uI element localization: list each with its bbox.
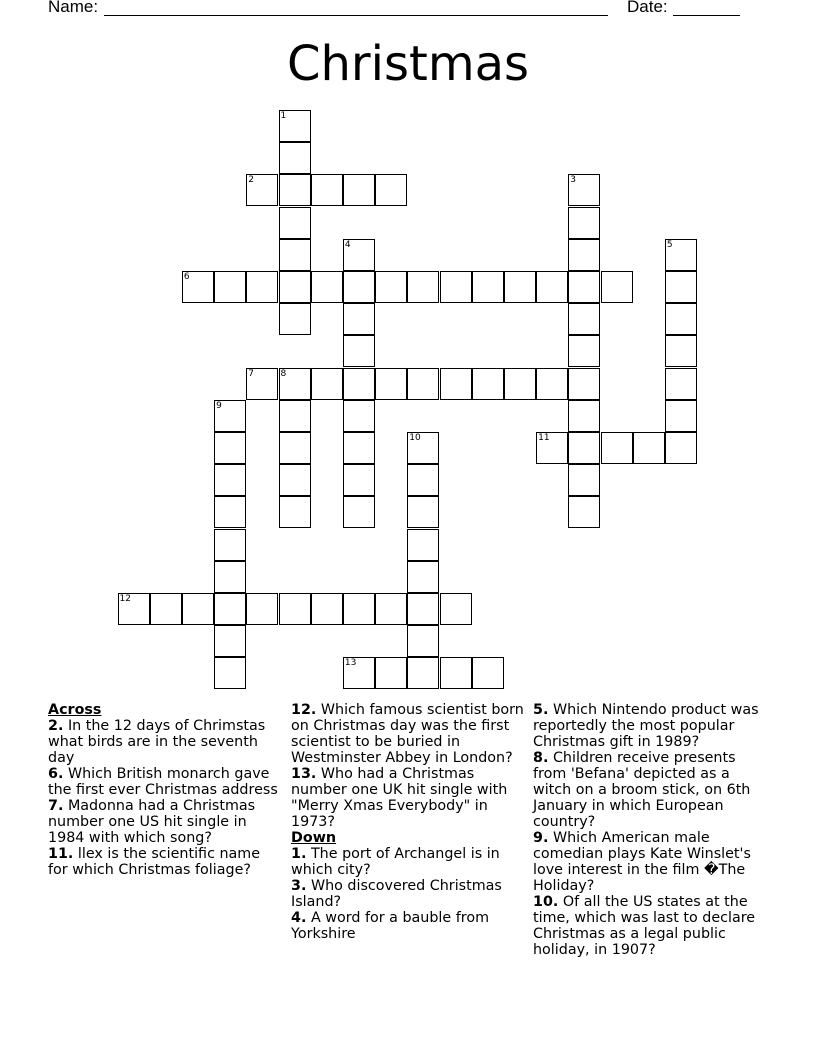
crossword-cell[interactable] [568, 335, 600, 367]
crossword-cell[interactable] [407, 625, 439, 657]
crossword-cell[interactable] [568, 239, 600, 271]
clue-down-1: 1. The port of Archangel is in which city? [291, 846, 500, 878]
clue-number-label: 2 [248, 175, 255, 186]
crossword-cell[interactable] [279, 400, 311, 432]
clue-down-4: 4. A word for a bauble from Yorkshire [291, 910, 490, 942]
crossword-cell[interactable] [665, 303, 697, 335]
crossword-cell[interactable] [311, 593, 343, 625]
crossword-cell[interactable] [279, 303, 311, 335]
crossword-cell-2[interactable] [246, 174, 278, 206]
crossword-cell[interactable] [568, 400, 600, 432]
crossword-cell-11[interactable] [536, 432, 568, 464]
crossword-cell[interactable] [504, 271, 536, 303]
crossword-cell[interactable] [472, 368, 504, 400]
clues-column-3 [533, 702, 768, 958]
crossword-cell[interactable] [279, 464, 311, 496]
crossword-cell[interactable] [440, 271, 472, 303]
crossword-cell-7[interactable] [246, 368, 278, 400]
crossword-cell[interactable] [568, 368, 600, 400]
crossword-cell-12[interactable] [118, 593, 150, 625]
crossword-cell[interactable] [665, 335, 697, 367]
crossword-cell[interactable] [375, 657, 407, 689]
clue-down-5: 5. Which Nintendo product was reportedly the most popular Christmas gift in 1989? [533, 702, 759, 750]
crossword-cell[interactable] [311, 174, 343, 206]
crossword-cell[interactable] [214, 496, 246, 528]
crossword-cell[interactable] [343, 174, 375, 206]
crossword-cell[interactable] [568, 496, 600, 528]
crossword-cell[interactable] [279, 593, 311, 625]
crossword-cell[interactable] [407, 529, 439, 561]
crossword-cell[interactable] [601, 432, 633, 464]
crossword-cell[interactable] [214, 432, 246, 464]
crossword-cell[interactable] [665, 368, 697, 400]
crossword-cell[interactable] [214, 529, 246, 561]
crossword-cell[interactable] [311, 271, 343, 303]
crossword-cell[interactable] [311, 368, 343, 400]
date-label: Date: [627, 0, 668, 16]
crossword-cell-1[interactable] [279, 110, 311, 142]
crossword-cell-6[interactable] [182, 271, 214, 303]
crossword-cell[interactable] [665, 271, 697, 303]
crossword-cell[interactable] [440, 657, 472, 689]
clue-number-label: 5 [666, 239, 673, 250]
crossword-cell[interactable] [633, 432, 665, 464]
clue-down-9: 9. Which American male comedian plays Kate Winslet's love interest in the film �The Holiday? [533, 830, 751, 894]
crossword-cell[interactable] [214, 561, 246, 593]
crossword-cell[interactable] [214, 593, 246, 625]
crossword-cell[interactable] [440, 368, 472, 400]
crossword-cell[interactable] [536, 368, 568, 400]
clue-number-label: 10 [409, 433, 421, 443]
crossword-cell[interactable] [279, 174, 311, 206]
clue-number-label: 1 [280, 111, 287, 121]
crossword-cell[interactable] [343, 368, 375, 400]
clue-number-label: 3 [570, 175, 577, 186]
clue-across-11: 11. llex is the scientific name for which Christmas foliage? [48, 846, 261, 878]
clue-number-label: 7 [248, 368, 255, 379]
clue-across-2: 2. In the 12 days of Chrimstas what birds are in the seventh day [48, 718, 266, 766]
crossword-cell[interactable] [375, 593, 407, 625]
crossword-cell[interactable] [407, 464, 439, 496]
crossword-cell[interactable] [214, 464, 246, 496]
crossword-cell[interactable] [279, 496, 311, 528]
clue-across-13: 13. Who had a Christmas number one UK hit single with "Merry Xmas Everybody" in 1973? [291, 766, 508, 830]
clue-list-across-1 [48, 718, 283, 878]
date-field-line[interactable] [673, 15, 740, 16]
crossword-cell[interactable] [279, 207, 311, 239]
crossword-cell[interactable] [472, 657, 504, 689]
crossword-cell[interactable] [343, 464, 375, 496]
crossword-cell[interactable] [279, 142, 311, 174]
crossword-cell-8[interactable] [279, 368, 311, 400]
down-heading: Down [291, 830, 337, 846]
crossword-cell[interactable] [472, 271, 504, 303]
crossword-cell[interactable] [568, 464, 600, 496]
crossword-cell[interactable] [407, 593, 439, 625]
clue-down-10: 10. Of all the US states at the time, which was last to declare Christmas as a legal public holiday, in 1907? [533, 894, 756, 958]
crossword-cell-9[interactable] [214, 400, 246, 432]
crossword-cell[interactable] [182, 593, 214, 625]
crossword-cell[interactable] [343, 271, 375, 303]
crossword-cell[interactable] [343, 400, 375, 432]
crossword-cell[interactable] [343, 303, 375, 335]
puzzle-title: Christmas [286, 36, 529, 92]
crossword-cell[interactable] [407, 368, 439, 400]
crossword-cell[interactable] [375, 368, 407, 400]
crossword-cell[interactable] [279, 271, 311, 303]
crossword-cell[interactable] [665, 432, 697, 464]
crossword-cell[interactable] [214, 625, 246, 657]
crossword-cell-13[interactable] [343, 657, 375, 689]
crossword-cell[interactable] [343, 432, 375, 464]
clue-number-label: 6 [183, 272, 190, 282]
crossword-cell[interactable] [407, 561, 439, 593]
clues-column-2 [291, 702, 526, 942]
crossword-cell[interactable] [279, 432, 311, 464]
crossword-cell[interactable] [407, 496, 439, 528]
name-label: Name: [48, 0, 99, 16]
crossword-cell[interactable] [568, 271, 600, 303]
crossword-cell[interactable] [214, 657, 246, 689]
crossword-cell[interactable] [504, 368, 536, 400]
clue-number-label: 4 [344, 239, 351, 250]
clue-down-3: 3. Who discovered Christmas Island? [291, 878, 502, 910]
clue-down-8: 8. Children receive presents from 'Befana' depicted as a witch on a broom stick, on 6th January in which European country? [533, 750, 751, 830]
crossword-cell[interactable] [568, 432, 600, 464]
crossword-cell[interactable] [246, 271, 278, 303]
crossword-cell[interactable] [568, 207, 600, 239]
crossword-cell[interactable] [375, 271, 407, 303]
clue-number-label: 13 [344, 658, 357, 669]
clue-number-label: 9 [216, 400, 222, 411]
clue-across-12: 12. Which famous scientist born on Christmas day was the first scientist to be buried in Westminster Abbey in London? [291, 702, 524, 766]
crossword-cell[interactable] [601, 271, 633, 303]
crossword-cell[interactable] [343, 593, 375, 625]
across-heading: Across [48, 702, 102, 718]
crossword-cell[interactable] [214, 271, 246, 303]
crossword-cell-3[interactable] [568, 174, 600, 206]
crossword-cell[interactable] [375, 174, 407, 206]
crossword-cell[interactable] [343, 335, 375, 367]
crossword-cell-10[interactable] [407, 432, 439, 464]
clue-number-label: 12 [119, 594, 131, 604]
crossword-cell-5[interactable] [665, 239, 697, 271]
crossword-cell[interactable] [246, 593, 278, 625]
crossword-cell-4[interactable] [343, 239, 375, 271]
clue-number-label: 11 [538, 433, 550, 443]
crossword-cell[interactable] [407, 271, 439, 303]
crossword-cell[interactable] [536, 271, 568, 303]
clue-across-7: 7. Madonna had a Christmas number one US hit single in 1984 with which song? [48, 798, 256, 846]
crossword-cell[interactable] [407, 657, 439, 689]
crossword-cell[interactable] [665, 400, 697, 432]
name-field-line[interactable] [104, 15, 608, 16]
crossword-cell[interactable] [150, 593, 182, 625]
clues-column-1 [48, 702, 283, 878]
clue-number-label: 8 [280, 368, 287, 379]
crossword-cell[interactable] [568, 303, 600, 335]
crossword-cell[interactable] [343, 496, 375, 528]
crossword-cell[interactable] [440, 593, 472, 625]
clue-across-6: 6. Which British monarch gave the first ever Christmas address [48, 766, 278, 798]
crossword-cell[interactable] [279, 239, 311, 271]
